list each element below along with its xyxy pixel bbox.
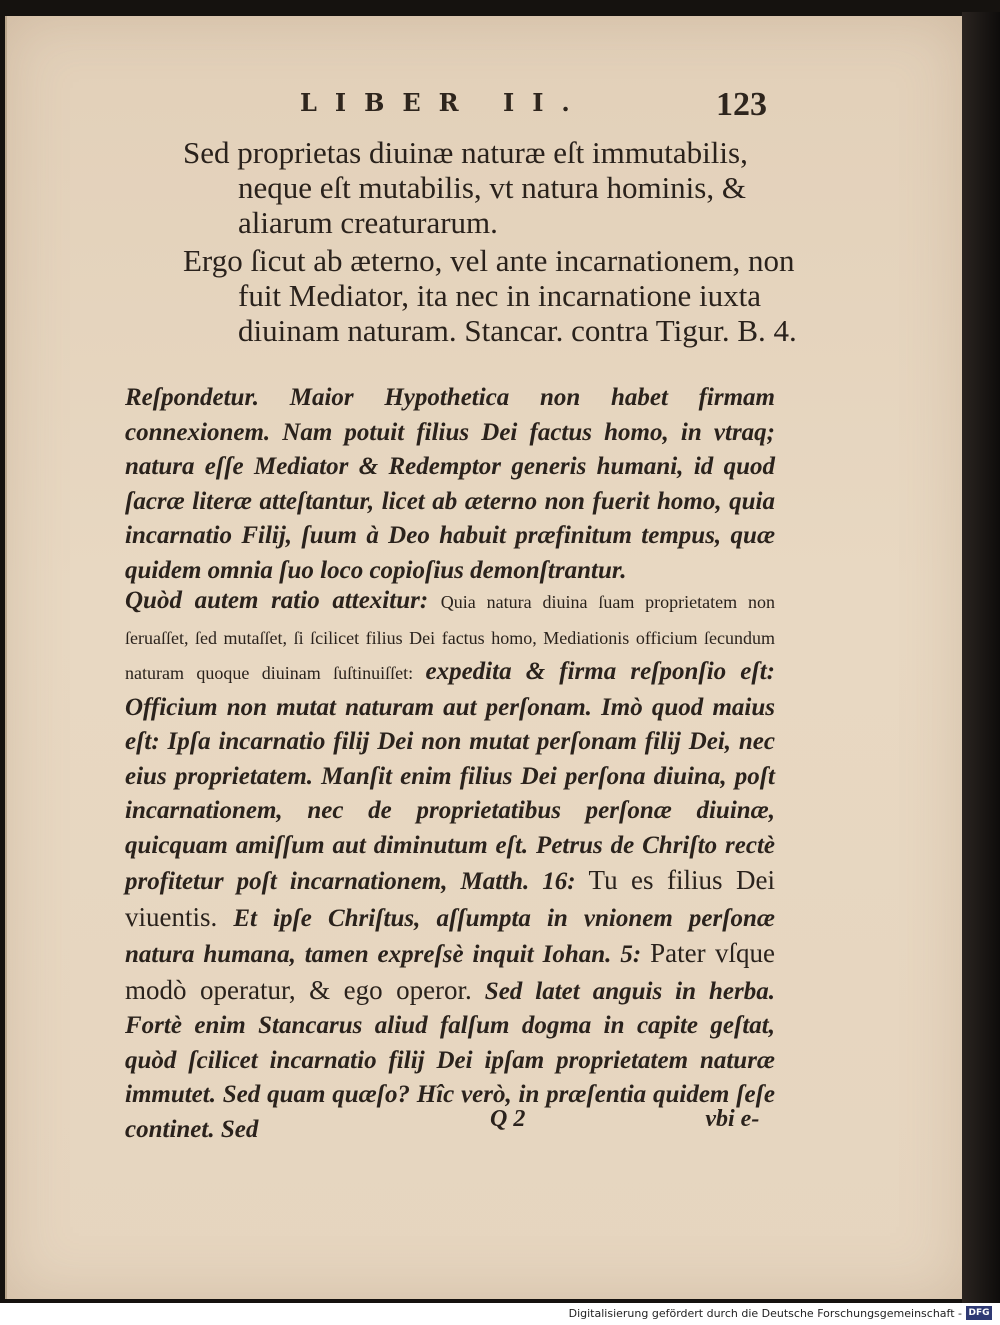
response-paragraph: Reſpondetur. Maior Hypothetica non habet firmam connexionem. Nam potuit filius Dei factus homo, in vtraq; natura eſſe Mediator & Redemptor generis humani, id quod ſacræ literæ atteſtantur, licet ab æterno non fuerit homo, quia incarnatio Filij, ſuum à Deo habuit præfinitum tempus, quæ quidem omnia ſuo loco copioſius demonſtrantur. <box>125 384 775 584</box>
quoted-objection: Quia natura diuina ſuam proprietatem non ſeruaſſet, ſed mutaſſet, ſi ſcilicet filius Dei factus homo, Mediationis officium ſecundum naturam quoque diuinam ſuſtinuiſſet: <box>125 592 776 683</box>
minor-proposition: Sed proprietas diuinæ naturæ eſt immutabilis, neque eſt mutabilis, vt natura hominis, & aliarum creaturarum. <box>183 135 748 240</box>
scripture-quote-john: Pater vſque modò operatur, & ego operor. <box>125 938 775 1005</box>
signature-mark: Q 2 <box>490 1106 526 1132</box>
paragraph-body-2: Et ipſe Chriſtus, aſſumpta in vnionem perſonæ natura humana, tamen expreſsè inquit Iohan. 5: <box>125 904 775 968</box>
paragraph-body-3: Sed latet anguis in herba. Fortè enim Stancarus aliud falſum dogma in capite geſtat, quòd ſcilicet incarnatio filij Dei ipſam proprietatem naturæ immutet. Sed quam quæſo? Hîc verò, in præſentia quidem ſeſe continet. Sed <box>125 977 775 1143</box>
page-number: 123 <box>716 86 767 123</box>
footer-bar <box>0 1303 1000 1325</box>
dfg-logo-icon: DFG <box>966 1306 992 1320</box>
catchword: vbi e- <box>705 1106 760 1132</box>
scripture-quote-matthew: Tu es filius Dei viuentis. <box>125 865 775 932</box>
objection-paragraph <box>125 584 775 1147</box>
running-head: LIBER II. <box>300 88 588 117</box>
conclusion-proposition: Ergo ſicut ab æterno, vel ante incarnationem, non fuit Mediator, ita nec in incarnatione iuxta diuinam naturam. Stancar. contra Tigur. B. 4. <box>183 243 797 348</box>
catchword-line <box>490 1106 780 1133</box>
paragraph-body-1: expedita & firma reſponſio eſt: Officium non mutat naturam aut perſonam. Imò quod maius eſt: Ipſa incarnatio filij Dei non mutat perſonam filij Dei, nec eius proprietatem. Manſit enim filius Dei perſona diuina, poſt incarnationem, nec de proprietatibus perſonæ diuinæ, quicquam amiſſum aut diminutum eſt. Petrus de Chriſto rectè profitetur poſt incarnationem, Matth. 16: <box>125 658 775 895</box>
book-gutter <box>962 12 1000 1303</box>
paragraph-intro: Quòd autem ratio attexitur: <box>125 587 441 614</box>
footer-credit: Digitalisierung gefördert durch die Deutsche Forschungsgemeinschaft - <box>568 1307 962 1320</box>
